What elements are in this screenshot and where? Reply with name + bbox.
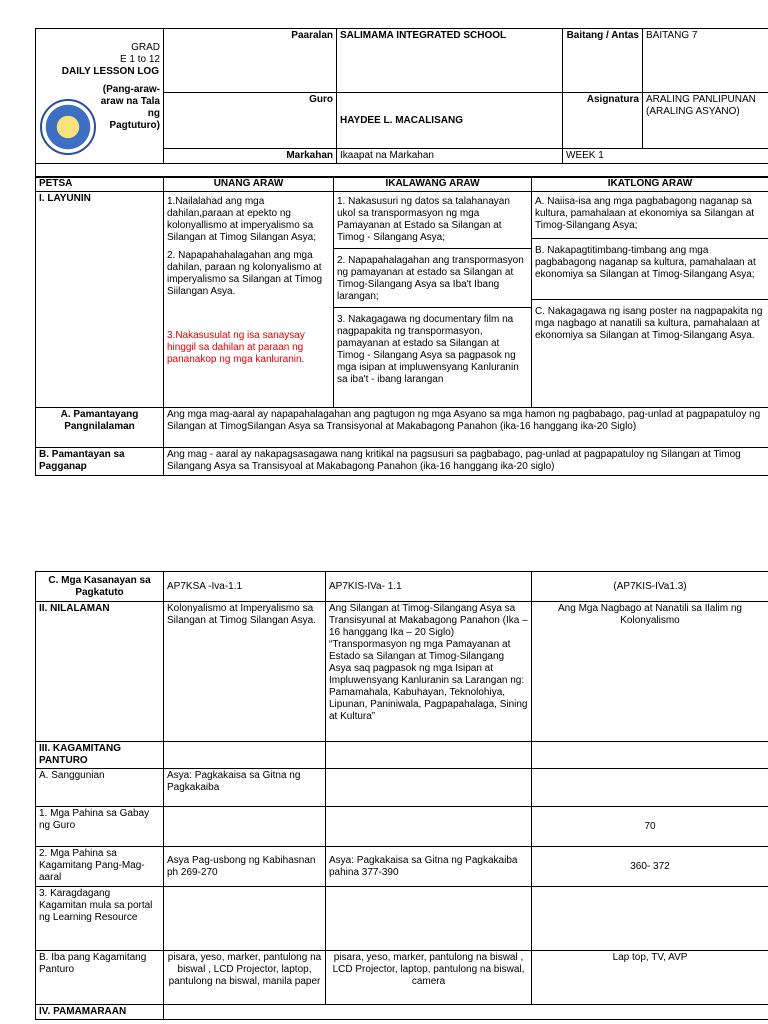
guro-value: HAYDEE L. MACALISANG [337,93,563,149]
sanggunian-day2 [326,769,532,807]
karagdagang-day2 [326,887,532,951]
sanggunian-day3 [532,769,768,807]
pamantayan-pagganap-value: Ang mag - aaral ay nakapagsasagawa nang kritikal na pagsusuri sa pagbabago, pag-unlad at pagpapatuloy ng Silangan at Timog Silangang Asya sa Transisyoal at Makabagong Panahon (ika-16 hanggang ika-20 siglo) [164,448,768,476]
kagamitang-day1 [164,742,326,769]
karagdagang-day3 [532,887,768,951]
day2-objective-2: 2. Napapahalagahan ang transpormasyon ng pamayanan at estado sa Silangan at Timog-Silangang Asya sa Iba't Ibang larangan; [334,255,531,308]
document-title: DAILY LESSON LOG [61,66,159,77]
document-subtitle: (Pang-araw-araw na Tala ng Pagtuturo) [100,84,160,131]
pamantayang-pangnilalaman-label: A. Pamantayang Pangnilalaman [36,408,164,448]
nilalaman-day3: Ang Mga Nagbago at Nanatili sa Ilalim ng Kolonyalismo [532,602,768,742]
kagamitang-mag-aaral-label: 2. Mga Pahina sa Kagamitang Pang-Mag-aaral [36,847,164,887]
day1-objective-3: 3.Nakasusulat ng isa sanaysay hinggil sa dahilan at paraan ng pananakop ng mga kanluranin. [167,330,305,365]
iba-pang-day2: pisara, yeso, marker, pantulong na biswal , LCD Projector, laptop, pantulong na biswal, camera [326,951,532,1005]
kasanayan-day1: AP7KSA -Iva-1.1 [164,572,326,602]
content-table [35,571,768,1020]
sanggunian-label: A. Sanggunian [36,769,164,807]
layunin-label: I. LAYUNIN [36,192,164,408]
baitang-label: Baitang / Antas [563,29,643,93]
day1-objectives [164,192,334,408]
col-day1: UNANG ARAW [164,177,334,192]
gabay-day1 [164,807,326,847]
guro-label: Guro [164,93,337,149]
nilalaman-day1: Kolonyalismo at Imperyalismo sa Silangan at Timog Silangan Asya. [164,602,326,742]
day3-objective-3: C. Nakagagawa ng isang poster na nagpapakita ng mga nagbago at nanatili sa kultura, pamahalaan at ekonomiya sa Silangan at Timog-Silangang Asya. [535,306,763,341]
kagamitang-mag-aaral-day1: Asya Pag-usbong ng Kabihasnan ph 269-270 [164,847,326,887]
kasanayan-day3: (AP7KIS-IVa1.3) [532,572,768,602]
day3-objective-1: A. Naiisa-isa ang mga pagbabagong naganap sa kultura, pamahalaan at ekonomiya sa Silangan at Timog-Silangang Asya; [532,196,768,239]
kasanayan-day2: AP7KIS-IVa- 1.1 [326,572,532,602]
karagdagang-label: 3. Karagdagang Kagamitan mula sa portal ng Learning Resource [36,887,164,951]
day2-objectives [334,192,532,408]
pamantayan-pagganap-label: B. Pamantayan sa Pagganap [36,448,164,476]
day3-objective-2: B. Nakapagtitimbang-timbang ang mga pagbabagong naganap sa kultura, pamahalaan at ekonomiya sa Silangan at Timog-Silangang Asya; [532,245,768,300]
kagamitang-day3 [532,742,768,769]
objectives-table [35,176,768,476]
pamamaraan-label: IV. PAMAMARAAN [36,1005,164,1020]
iba-pang-day1: pisara, yeso, marker, pantulong na biswal , LCD Projector, laptop, pantulong na biswal, manila paper [164,951,326,1005]
gabay-day2 [326,807,532,847]
day3-objectives [532,192,768,408]
sanggunian-day1: Asya: Pagkakaisa sa Gitna ng Pagkakaiba [164,769,326,807]
iba-pang-day3: Lap top, TV, AVP [532,951,768,1005]
day1-objective-2: 2. Napapahahalagahan ang mga dahilan, paraan ng kolonyalismo at imperyalismo sa Silangan at Timog Siilangan Asya. [167,250,323,297]
col-petsa: PETSA [36,177,164,192]
deped-seal-logo [40,99,96,155]
col-day3: IKATLONG ARAW [532,177,768,192]
karagdagang-day1 [164,887,326,951]
paaralan-label: Paaralan [164,29,337,93]
day2-objective-1: 1. Nakasusuri ng datos sa talahanayan ukol sa transpormasyon ng mga Pamayanan at Estado sa Silangan at Timog - Silangang Asya; [334,196,531,249]
asignatura-value: ARALING PANLIPUNAN (ARALING ASYANO) [643,93,768,149]
pamantayang-pangnilalaman-value: Ang mga mag-aaral ay napapahalagahan ang pagtugon ng mga Asyano sa mga hamon ng pagbabago, pag-unlad at pagpapatuloy ng Silangan at TimogSilangan Asya sa Transisyonal at Makabagong Panahon (ika-16 hanggang ika-20 Siglo) [164,408,768,448]
lesson-log-table-top [35,28,768,178]
nilalaman-day2: Ang Silangan at Timog-Silangang Asya sa Transisyunal at Makabagong Panahon (Ika – 16 hanggang Ika – 20 Siglo) “Transpormasyon ng mga Pamayanan at Estado sa Silangan at Timog-Silangang Asya saq pagpasok ng mga Isipan at Impluwensyang Kanluranin sa Larangan ng: Pamamahala, Kabuhayan, Teknolohiya, Lipunan, Paniniwala, Pagpapahalaga, Sining at Kultura” [326,602,532,742]
day1-objective-1: 1.Nailalahad ang mga dahilan,paraan at epekto ng kolonyallismo at imperyalismo sa Silangan at Timog Silangan Asya; [167,196,316,243]
markahan-value: Ikaapat na Markahan [337,149,563,164]
day2-objective-3: 3. Nakagagawa ng documentary film na nagpapakita ng transpormasyon, pamayanan at estado sa Silangan at Timog - Silangang Asya sa pagpasok ng mga isipan at impluwensyang Kanluranin sa iba't - ibang larangan [337,314,519,385]
iba-pang-label: B. Iba pang Kagamitang Panturo [36,951,164,1005]
kagamitang-panturo-label: III. KAGAMITANG PANTURO [36,742,164,769]
asignatura-label: Asignatura [563,93,643,149]
nilalaman-label: II. NILALAMAN [36,602,164,742]
gabay-day3: 70 [532,807,768,847]
gabay-label: 1. Mga Pahina sa Gabay ng Guro [36,807,164,847]
week-value: WEEK 1 [563,149,768,164]
kasanayan-label: C. Mga Kasanayan sa Pagkatuto [36,572,164,602]
kagamitang-day2 [326,742,532,769]
col-day2: IKALAWANG ARAW [334,177,532,192]
logo-title-cell [36,29,164,164]
kagamitang-mag-aaral-day3: 360- 372 [532,847,768,887]
baitang-value: BAITANG 7 [643,29,768,93]
pamamaraan-value [164,1005,768,1020]
markahan-label: Markahan [164,149,337,164]
kagamitang-mag-aaral-day2: Asya: Pagkakaisa sa Gitna ng Pagkakaiba pahina 377-390 [326,847,532,887]
paaralan-value: SALIMAMA INTEGRATED SCHOOL [337,29,563,93]
grade-label: GRAD E 1 to 12 [119,42,160,65]
